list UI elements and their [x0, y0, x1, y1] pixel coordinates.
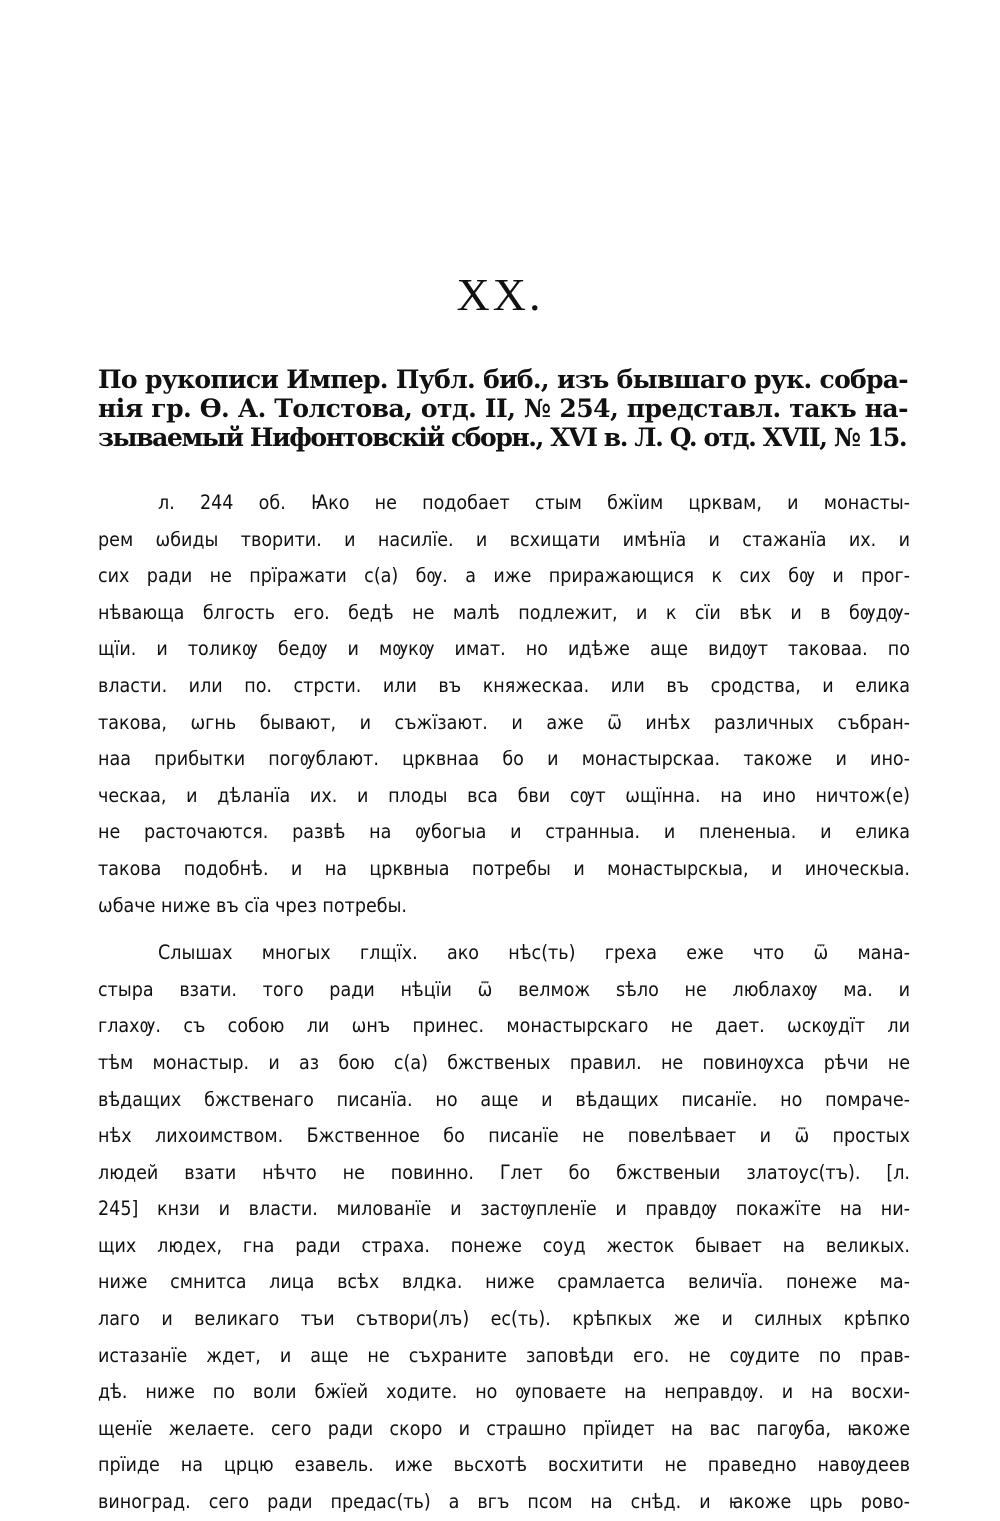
text-line: ниже смнитса лица всѣх влдка. ниже срамлаетса величїа. понеже ма- — [98, 1270, 910, 1294]
text-line: щенїе желаете. сего ради скоро и страшно прїидет на вас пагѹба, ꙗкоже — [98, 1416, 910, 1440]
text-line: дѣ. ниже по воли бжїей ходите. но ѹповаете на неправдѹ. и на восхи- — [98, 1380, 910, 1404]
source-note-line: нія гр. Ѳ. А. Толстова, отд. II, № 254, представл. такъ на- — [98, 394, 908, 423]
text-line: тѣм монастыр. и аз бою с(а) бжственых правил. не повинѹхса рѣчи не — [98, 1050, 910, 1074]
text-line: такова подобнѣ. и на црквныа потребы и монастырскыа, и иноческыа. — [98, 856, 910, 880]
text-line: стыра взати. того ради нѣцїи ѿ велмож ѕѣло не люблахѹ ма. и — [98, 977, 910, 1001]
chapter-number: XX. — [456, 269, 544, 320]
text-line: власти. или по. стрсти. или въ княжескаа. или въ сродства, и елика — [98, 673, 910, 697]
text-line: прїиде на црцю езавель. иже вьсхотѣ восхитити не праведно навѹдеев — [98, 1453, 910, 1477]
text-line: 245] кнзи и власти. милованїе и застѹпленїе и правдѹ покажїте на ни- — [98, 1197, 910, 1221]
text-line: ческаа, и дѣланїа их. и плоды вса бви сѹт ѡщїнна. на ино ничтож(е) — [98, 783, 910, 807]
text-line: ѡбаче ниже въ сїа чрез потребы. — [98, 893, 407, 917]
source-note-line: По рукописи Импер. Публ. биб., изъ бывшаго рук. собра- — [98, 365, 908, 394]
text-line: наа прибытки погѹблают. црквнаа бо и монастырскаа. такоже и ино- — [98, 747, 910, 771]
text-line: нѣвающа блгость его. бедѣ не малѣ подлежит, и к сїи вѣк и в бѹдѹ- — [98, 600, 910, 624]
text-line: рем ѡбиды творити. и насилїе. и всхищати имѣнїа и стажанїа их. и — [98, 527, 910, 551]
text-line: щих людех, гна ради страха. понеже соуд жесток бывает на великых. — [98, 1233, 910, 1257]
text-line: Слышах многых глщїх. ако нѣс(ть) греха еже что ѿ мана- — [158, 941, 910, 965]
text-line: не расточаются. развѣ на ѹбогыа и странныа. и плененыа. и елика — [98, 820, 910, 844]
source-note — [98, 365, 908, 452]
text-line: глахѹ. съ собою ли ѡнъ принес. монастырскаго не дает. ѡскѹдїт ли — [98, 1014, 910, 1038]
text-line: такова, ѡгнь бывают, и съжїзают. и аже ѿ инѣх различных събран- — [98, 710, 910, 734]
text-line: вѣдащих бжственаго писанїа. но аще и вѣдащих писанїе. но помраче- — [98, 1087, 910, 1111]
text-line: лаго и великаго тъи сътвори(лъ) ес(ть). крѣпкых же и силных крѣпко — [98, 1307, 910, 1331]
text-line: щїи. и толикѹ бедѹ и мѹкѹ имат. но идѣже аще видѹт таковаа. по — [98, 637, 910, 661]
text-line: л. 244 об. Ꙗко не подобает стым бжїим црквам, и монасты- — [158, 491, 910, 514]
source-note-line: зываемый Нифонтовскій сборн., XVI в. Л. Q. отд. XVII, № 15. — [98, 423, 907, 452]
text-line: людей взати нѣчто не повинно. Глет бо бжственыи златоус(тъ). [л. — [98, 1160, 910, 1184]
text-line: виноград. сего ради предас(ть) а вгъ псом на снѣд. и ꙗкоже црь рово- — [98, 1490, 910, 1514]
text-line: нѣх лихоимством. Бжственное бо писанїе не повелѣвает и ѿ простых — [98, 1124, 910, 1148]
text-line: истазанїе ждет, и аще не съхраните заповѣди его. не сѹдите по прав- — [98, 1343, 910, 1367]
manuscript-text — [98, 485, 910, 1521]
text-line: сих ради не прїражати с(а) бѹ. а иже приражающися к сих бѹ и прог- — [98, 564, 910, 588]
